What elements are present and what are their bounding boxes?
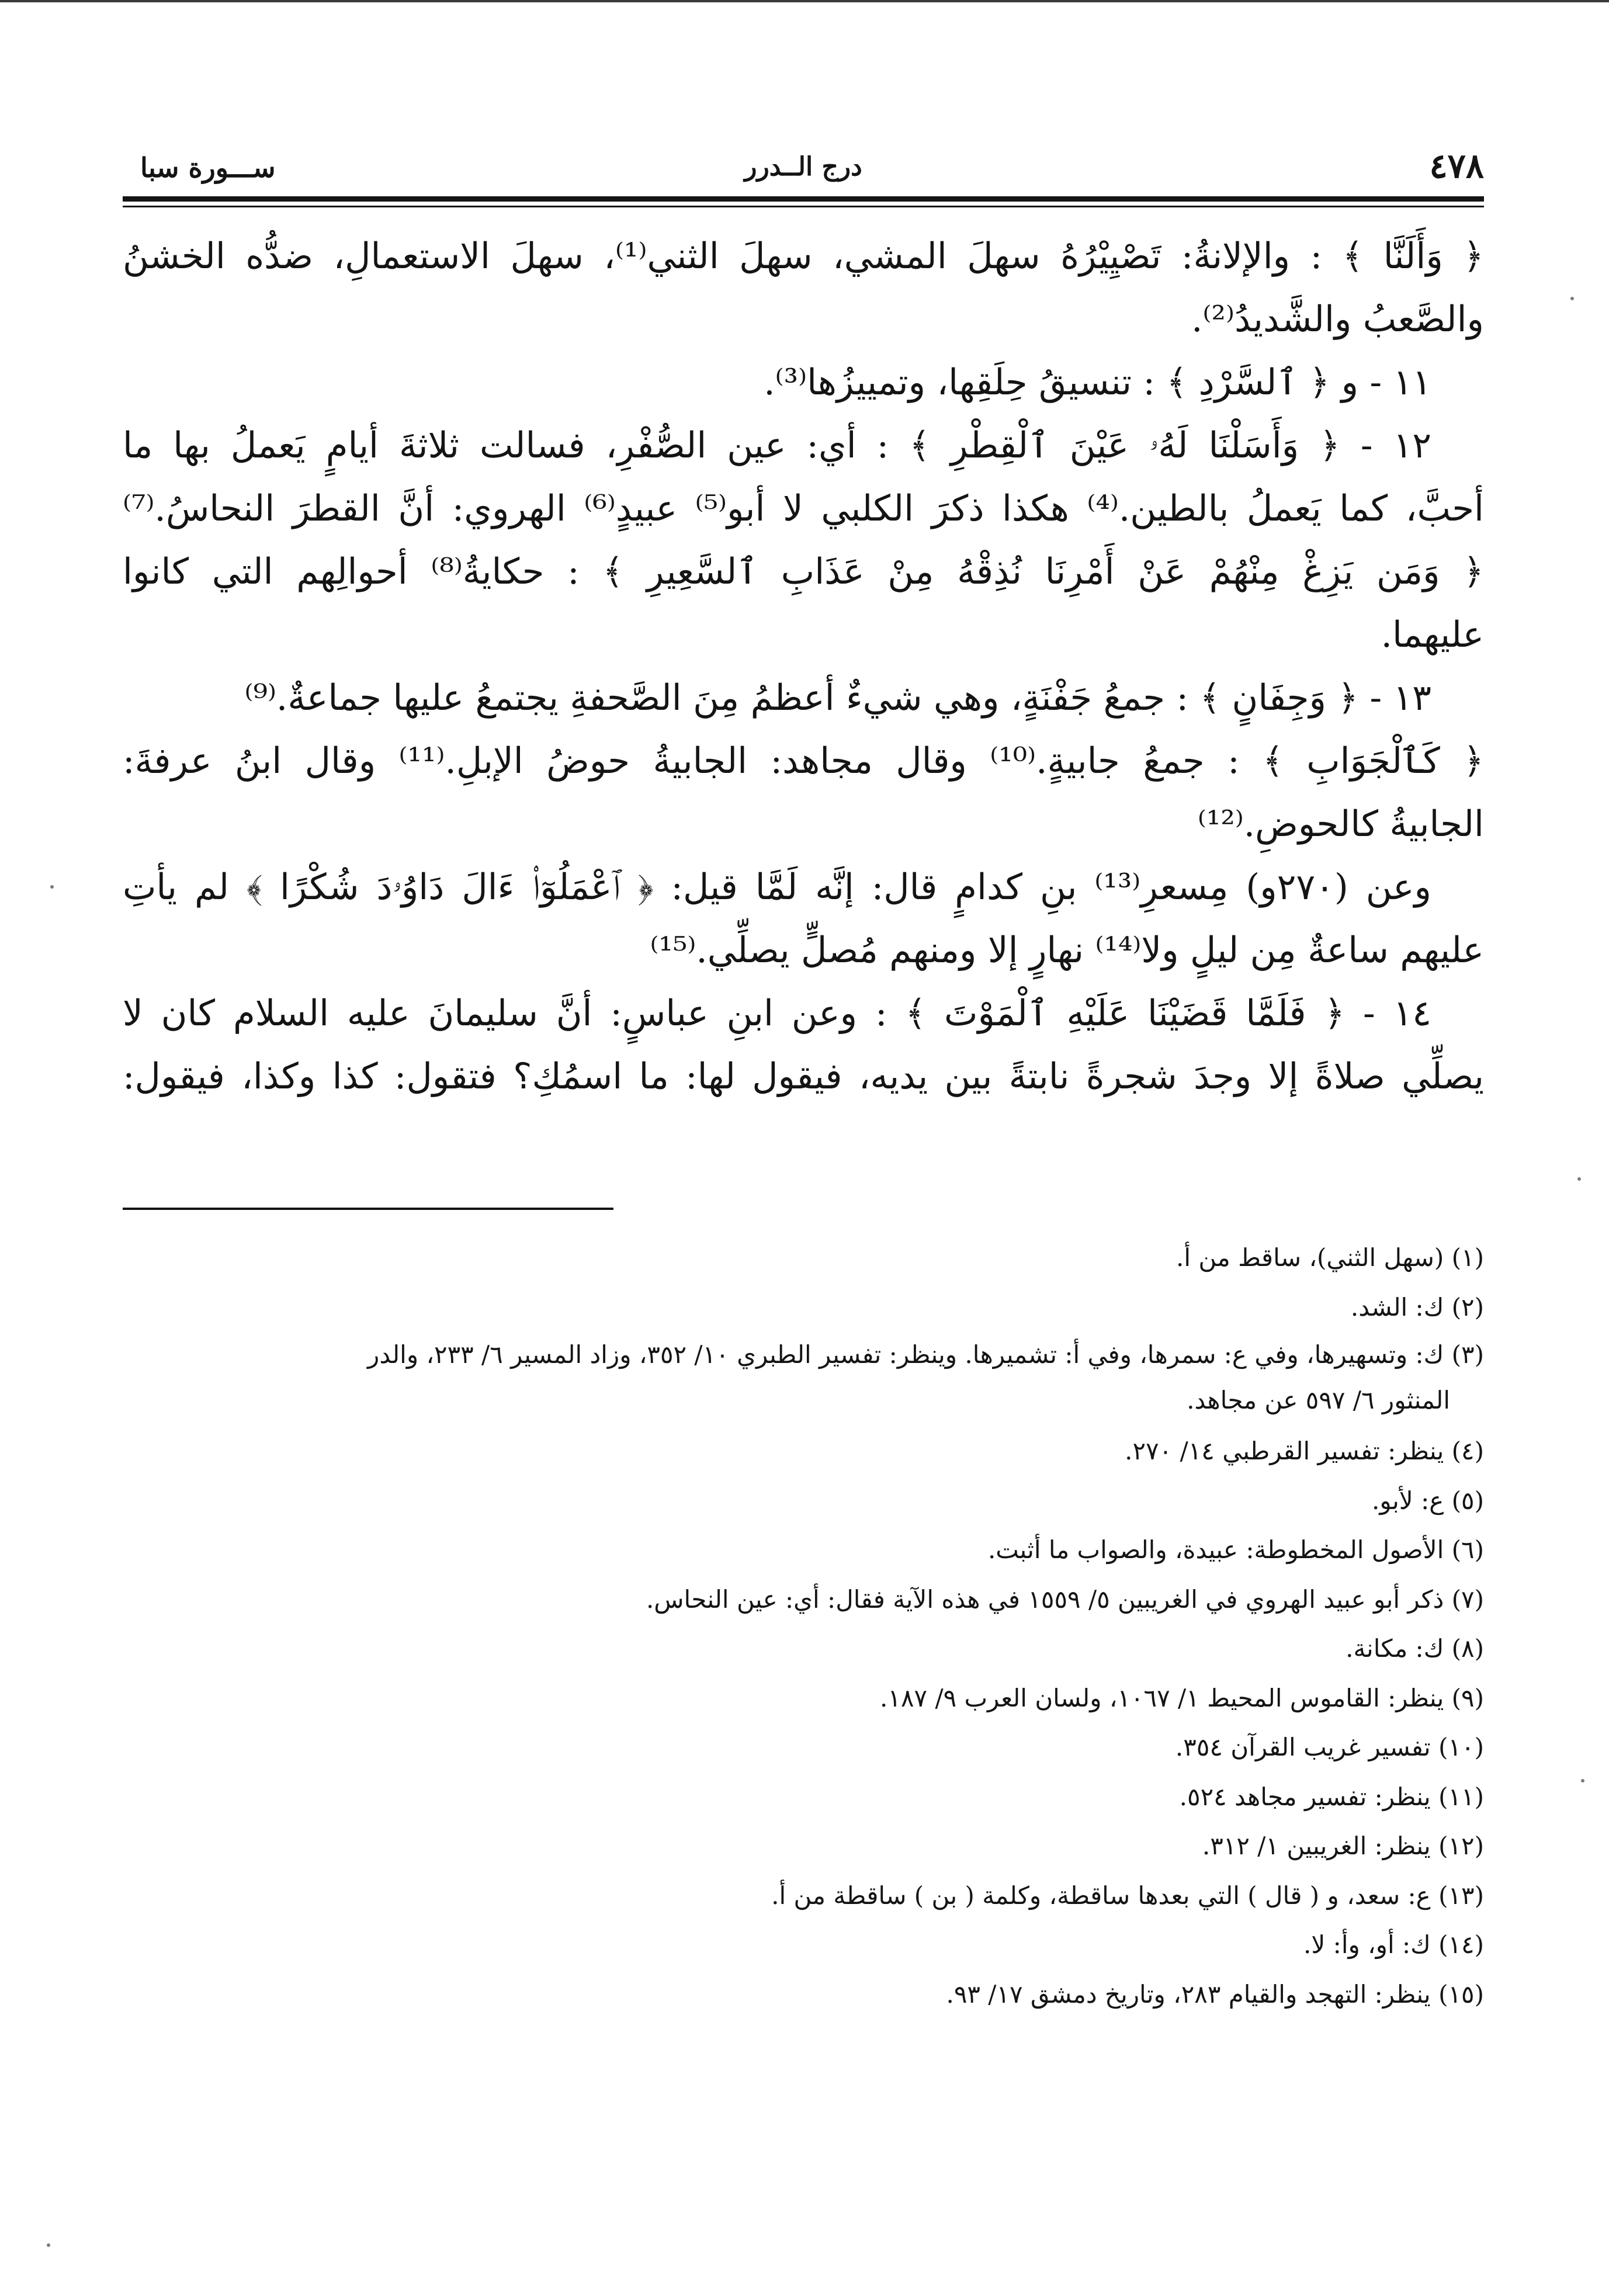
- footnote: (١٠) تفسير غريب القرآن ٣٥٤.: [1175, 1733, 1484, 1761]
- footnote: (١١) ينظر: تفسير مجاهد ٥٢٤.: [1179, 1782, 1484, 1811]
- running-header: [123, 140, 1484, 193]
- footnote-line: المنثور ٦/ ٥٩٧ عن مجاهد.: [1187, 1386, 1450, 1414]
- footnote: (٧) ذكر أبو عبيد الهروي في الغريبين ٥/ ١٥٥٩ في هذه الآية فقال: أي: عين النحاس.: [646, 1584, 1484, 1614]
- footnote: (١٥) ينظر: التهجد والقيام ٢٨٣، وتاريخ دمشق ١٧/ ٩٣.: [946, 1979, 1484, 2009]
- text-line: ﴿ كَٱلْجَوَابِ ﴾ : جمعُ جابيةٍ.⁽¹⁰⁾ وقال مجاهد: الجابيةُ حوضُ الإبلِ.⁽¹¹⁾ وقال ابنُ عرفةَ:: [123, 740, 1484, 782]
- footnote: (١٢) ينظر: الغريبين ١/ ٣١٢.: [1202, 1832, 1484, 1860]
- text-line: والصَّعبُ والشَّديدُ⁽²⁾.: [1191, 299, 1484, 340]
- book-title: درج الــدرر: [744, 152, 862, 182]
- footnote: (١٣) ع: سعد، و ( قال ) التي بعدها ساقطة، وكلمة ( بن ) ساقطة من أ.: [771, 1881, 1484, 1910]
- scan-speck: [50, 885, 54, 889]
- footnote-separator: [123, 1208, 613, 1210]
- text-line: يصلِّي صلاةً إلا وجدَ شجرةً نابتةً بين يديه، فيقول لها: ما اسمُكِ؟ فتقول: كذا وكذا، فيقول:: [123, 1056, 1484, 1097]
- footnote-line: (٣) ك: وتسهيرها، وفي ع: سمرها، وفي أ: تشميرها. وينظر: تفسير الطبري ١٠/ ٣٥٢، وزاد المسير ٦/ ٢٣٣، والدر: [367, 1340, 1484, 1369]
- footnote: (٦) الأصول المخطوطة: عبيدة، والصواب ما أثبت.: [987, 1535, 1484, 1564]
- text-line: ﴿ وَمَن يَزِغْ مِنْهُمْ عَنْ أَمْرِنَا نُذِقْهُ مِنْ عَذَابِ ٱلسَّعِيرِ ﴾ : حكايةُ⁽⁸⁾ أحوالِهم التي كانوا: [123, 551, 1484, 592]
- text-line: أحبَّ، كما يَعملُ بالطين.⁽⁴⁾ هكذا ذكرَ الكلبي لا أبو⁽⁵⁾ عبيدٍ⁽⁶⁾ الهروي: أنَّ القطرَ النحاسُ.⁽⁷⁾: [123, 488, 1484, 529]
- scan-speck: [1577, 1177, 1581, 1181]
- footnote: (٨) ك: مكانة.: [1346, 1634, 1484, 1663]
- scan-speck: [1570, 297, 1574, 300]
- footnote: (١) (سهل الثني)، ساقط من أ.: [1175, 1243, 1484, 1272]
- header-rule: [123, 196, 1484, 202]
- text-line: الجابيةُ كالحوضِ.⁽¹²⁾: [1197, 803, 1484, 845]
- footnote: (٢) ك: الشد.: [1350, 1292, 1484, 1322]
- text-line: عليهما.: [1381, 614, 1484, 655]
- scan-edge-line: [0, 0, 1609, 2]
- footnotes: [123, 1233, 1484, 2019]
- text-line: ١٤ - ﴿ فَلَمَّا قَضَيْنَا عَلَيْهِ ٱلْمَوْتَ ﴾ : وعن ابنِ عباسٍ: أنَّ سليمانَ عليه السلام كان لا: [123, 993, 1431, 1034]
- footnote: (٥) ع: لأبو.: [1372, 1486, 1484, 1515]
- scan-speck: [1581, 1779, 1584, 1782]
- footnote: (٤) ينظر: تفسير القرطبي ١٤/ ٢٧٠.: [1125, 1437, 1484, 1465]
- text-line: وعن (٢٧٠و) مِسعرِ⁽¹³⁾ بنِ كدامٍ قال: إنَّه لَمَّا قيل: ﴿ ٱعْمَلُوٓا۟ ءَالَ دَاوُۥدَ شُكْرًا ﴾ لم يأتِ: [123, 866, 1431, 908]
- text-line: ١١ - و ﴿ ٱلسَّرْدِ ﴾ : تنسيقُ حِلَقِها، وتمييزُها⁽³⁾.: [764, 362, 1431, 403]
- footnote: (٩) ينظر: القاموس المحيط ١/ ١٠٦٧، ولسان العرب ٩/ ١٨٧.: [880, 1683, 1484, 1712]
- text-line: عليهم ساعةٌ مِن ليلٍ ولا⁽¹⁴⁾ نهارٍ إلا ومنهم مُصلٍّ يصلِّي.⁽¹⁵⁾: [650, 930, 1484, 971]
- footnote: (١٤) ك: أو، وأ: لا.: [1303, 1930, 1484, 1959]
- main-text: [123, 225, 1484, 1108]
- text-line: ١٢ - ﴿ وَأَسَلْنَا لَهُۥ عَيْنَ ٱلْقِطْرِ ﴾ : أي: عين الصُّفْرِ، فسالت ثلاثةَ أيامٍ يَعملُ بها ما: [123, 425, 1431, 466]
- book-page: [123, 140, 1484, 2019]
- scan-speck: [47, 2243, 50, 2247]
- footnote: [123, 1332, 1484, 1423]
- header-rule-thin: [123, 206, 1484, 207]
- text-line: ١٣ - ﴿ وَجِفَانٍ ﴾ : جمعُ جَفْنَةٍ، وهي شيءٌ أعظمُ مِنَ الصَّحفةِ يجتمعُ عليها جماعةٌ.⁽⁹⁾: [244, 677, 1431, 719]
- page-number: ٤٧٨: [1429, 146, 1484, 186]
- surah-title: ســـورة سبا: [140, 152, 276, 183]
- text-line: ﴿ وَأَلَنَّا ﴾ : والإلانةُ: تَصْيِيْرُهُ سهلَ المشي، سهلَ الثني⁽¹⁾، سهلَ الاستعمالِ، ضدُّه الخشنُ: [123, 235, 1484, 277]
